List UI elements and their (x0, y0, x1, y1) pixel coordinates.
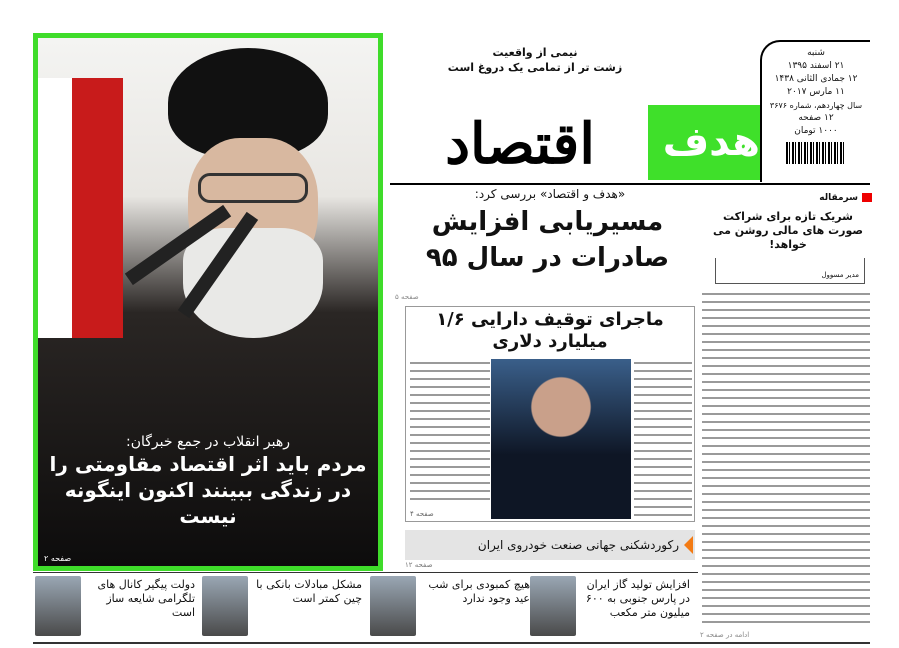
logo (395, 108, 645, 183)
lead-page-ref: صفحه ۲ (44, 554, 72, 563)
main-page-ref: صفحه ۵ (395, 293, 419, 301)
logo-wordmark: اقتصاد (445, 111, 595, 177)
bottom-news-item[interactable] (370, 576, 530, 638)
editorial (700, 190, 870, 640)
story-text-column (410, 359, 490, 505)
editorial-title[interactable]: شریک تازه برای شراکت صورت های مالی روشن می خواهد! (712, 210, 864, 251)
flag-image (38, 78, 123, 338)
motto-line: زشت تر از تمامی یک دروغ است (447, 61, 623, 74)
story-box (405, 306, 695, 522)
editorial-body (702, 290, 870, 624)
story-text-column (634, 359, 692, 517)
lead-headline[interactable]: مردم باید اثر اقتصاد مقاومتی را در زندگی ببینند اکنون اینگونه نیست (49, 452, 367, 528)
editorial-marker-icon (862, 193, 872, 202)
page-count: ۱۲ صفحه (798, 113, 834, 123)
banner[interactable] (405, 530, 695, 560)
logo-green-panel (623, 105, 760, 180)
story-title[interactable]: ماجرای توقیف دارایی ۱/۶ میلیارد دلاری (406, 307, 694, 353)
price: ۱۰۰۰ تومان (794, 126, 838, 136)
news-thumbnail (530, 576, 576, 636)
divider (390, 183, 870, 185)
divider (33, 572, 698, 573)
banner-text: رکوردشکنی جهانی صنعت خودروی ایران (477, 538, 679, 552)
issue-number: سال چهاردهم، شماره ۳۶۷۶ (769, 101, 863, 110)
divider (33, 642, 870, 644)
story-photo (491, 359, 631, 519)
editorial-author: مدیر مسوول (715, 258, 865, 284)
portrait-glasses (198, 173, 308, 203)
motto (430, 45, 640, 75)
barcode-icon (786, 142, 846, 164)
date-box (760, 40, 870, 182)
bottom-news-item[interactable] (35, 576, 195, 638)
date-gregorian: ۱۱ مارس ۲۰۱۷ (787, 87, 845, 97)
weekday: شنبه (807, 48, 825, 58)
lead-photo-block (33, 33, 383, 571)
date-solar: ۲۱ اسفند ۱۳۹۵ (787, 61, 845, 71)
news-title: مشکل مبادلات بانکی با چین کمتر است (256, 578, 362, 605)
date-lunar: ۱۲ جمادی الثانی ۱۴۳۸ (774, 74, 858, 84)
logo-part: هدف و (623, 119, 760, 165)
news-thumbnail (202, 576, 248, 636)
main-kicker: «هدف و اقتصاد» بررسی کرد: (474, 187, 626, 201)
news-title: هیچ کمبودی برای شب عید وجود ندارد (428, 578, 530, 605)
lead-caption (42, 433, 374, 529)
bottom-news-item[interactable] (530, 576, 690, 638)
news-title: دولت پیگیر کانال های تلگرامی شایعه ساز است (97, 578, 195, 619)
motto-line: نیمی از واقعیت (492, 46, 578, 59)
lead-kicker: رهبر انقلاب در جمع خبرگان: (125, 434, 291, 450)
editorial-more-link[interactable]: ادامه در صفحه ۲ (700, 631, 750, 639)
arrow-icon (684, 536, 693, 554)
story-page-ref: صفحه ۴ (410, 510, 434, 518)
news-title: افزایش تولید گاز ایران در پارس جنوبی به ۶۰۰ میلیون متر مکعب (585, 578, 690, 619)
bottom-news-item[interactable] (202, 576, 362, 638)
news-thumbnail (370, 576, 416, 636)
banner-page-ref: صفحه ۱۲ (405, 561, 433, 569)
main-headline[interactable]: مسیریابی افزایش صادرات در سال ۹۵ (425, 207, 670, 273)
news-thumbnail (35, 576, 81, 636)
editorial-label: سرمقاله (819, 193, 858, 203)
